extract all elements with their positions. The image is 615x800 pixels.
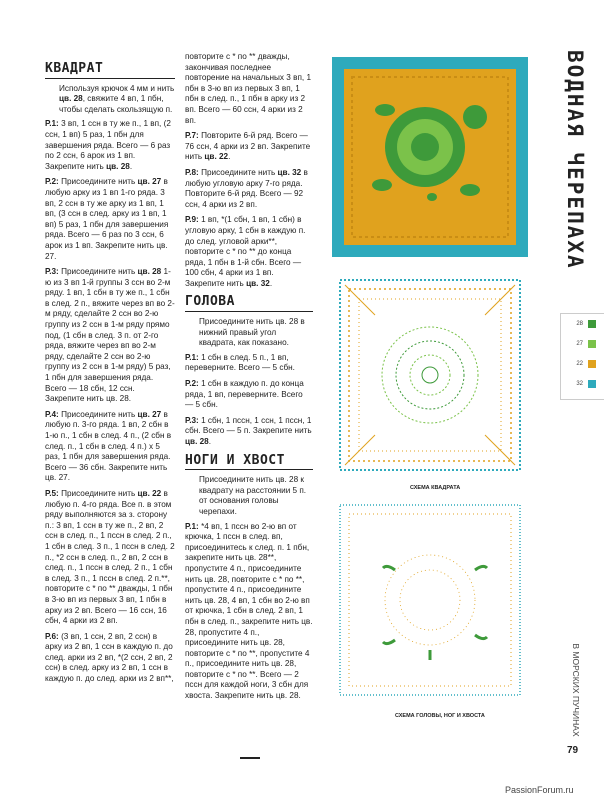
legend-item: 32: [561, 374, 604, 394]
row-9: Р.9: 1 вп, *(1 сбн, 1 вп, 1 сбн) в угловую арку, 1 сбн в каждую п. до след. угловой арки**, повторите с * по ** до конца ряда, 1 пбн в 1-й сбн. Всего — 100 сбн, 4 арки из 1 вп. Закрепите нить цв. 32.: [185, 215, 306, 288]
color-swatch: [588, 340, 596, 348]
row-6: Р.6: (3 вп, 1 ссн, 2 вп, 2 ссн) в арку из 2 вп, 1 ссн в каждую п. до след. арки из 2 вп, *(2 ссн, 2 вп, 2 ссн) в след. арку из 2 вп, 1 ссн в каждую п. до след. арки из 2 вп**,: [45, 631, 174, 684]
head-row-1: Р.1: 1 сбн в след. 5 п., 1 вп, переверните. Всего — 5 сбн.: [185, 352, 295, 373]
row-4: Р.4: Присоедините нить цв. 27 в любую п. 3-го ряда. 1 вп, 2 сбн в 1-ю п., 1 сбн в след. 4 п., (2 сбн в след. п., 1 сбн в след. 4 п.) х 5 раз, 1 пбн для завершения ряда. Всего — 36 сбн. Закрепите нить цв. 27.: [45, 409, 172, 483]
square-diagram-caption: СХЕМА КВАДРАТА: [410, 485, 461, 491]
row-3: Р.3: Присоедините нить цв. 28 1-ю из 3 вп 1-й группы 3 ссн во 2-м ряду. 1 вп, 1 сбн в ту же п., 1 сбн в след. 2 п., вяжите через вп во 2-м ряду, сделайте 2 ссн во 2-ю группу из 2 ссн в 1-м ряду прямо под, (1 сбн в след. 3 п. от 2-го ряда, вяжите через вп во 2-м ряду, сделайте 2 ссн во 2-ю группу из 2 ссн в 1-м ряду) 5 раз, 1 пбн для завершения ряда. Всего — 18 сбн, 12 ссн. Закрепите нить цв. 28.: [45, 267, 175, 404]
head-row-3: Р.3: 1 сбн, 1 пссн, 1 ссн, 1 пссн, 1 сбн. Всего — 5 п. Закрепите нить цв. 28.: [185, 415, 312, 446]
legend-item: 28: [561, 314, 604, 334]
divider: [240, 757, 260, 759]
column-middle: [185, 52, 313, 707]
legend-item: 22: [561, 354, 604, 374]
row-8: Р.8: Присоедините нить цв. 32 в любую угловую арку 7-го ряда. Повторите 6-й ряд. Всего — 92 ссн, 4 арки из 2 вп.: [185, 167, 308, 209]
row-5: Р.5: Присоедините нить цв. 22 в любую п. 4-го ряда. Все п. в этом ряду выполняются за з. сторону п.: 3 вп, 1 ссн в ту же п., 2 вп, 2 ссн в след. п., 1 пссн в след. 2 п., 1 сбн в след. 3 п., 1 пссн в след. 2 п., *2 ссн в след. п., 2 вп, 2 ссн в след. п., 1 пссн в след. 2 п., 1 сбн в след. 3 п., 1 пссн в след. 2 п.**, повторите с * по ** дважды, 1 пбн в 3-ю вп из первых 3 вп, 1 пбн в арку из 2 вп. Всего — 16 ссн, 16 сбн, 4 арки из 2 вп.: [45, 488, 175, 626]
row-1: Р.1: 3 вп, 1 ссн в ту же п., 1 вп, (2 ссн, 1 вп) 5 раз, 1 пбн для завершения ряда. Всего — 6 раз по 2 ссн, 6 арок из 1 вп. Закрепите нить цв. 28.: [45, 119, 171, 171]
section-title-head: ГОЛОВА: [185, 297, 313, 312]
row-6-continued: повторите с * по ** дважды, закончивая последнее повторение на начальных 3 вп, 1 пбн в 3-ю вп из первых 3 вп, 1 пбн в след. п., 1 пбн в арку из 2 вп. Всего — 60 ссн, 4 арки из 2 вп.: [185, 52, 311, 125]
turtle-square-photo: [330, 55, 530, 260]
yarn-color-legend: [560, 313, 604, 400]
row-7: Р.7: Повторите 6-й ряд. Всего — 76 ссн, 4 арки из 2 вп. Закрепите нить цв. 22.: [185, 131, 311, 162]
color-swatch: [588, 320, 596, 328]
head-legs-diagram-caption: СХЕМА ГОЛОВЫ, НОГ И ХВОСТА: [395, 713, 485, 719]
page-number: 79: [567, 745, 579, 756]
section-title-square: КВАДРАТ: [45, 64, 175, 79]
page-title: ВОДНАЯ ЧЕРЕПАХА: [563, 50, 587, 270]
head-row-2: Р.2: 1 сбн в каждую п. до конца ряда, 1 вп, переверните. Всего — 5 сбн.: [185, 379, 304, 410]
square-diagram: [335, 275, 525, 475]
section-title-legs: НОГИ И ХВОСТ: [185, 456, 313, 471]
legs-row-1: Р.1: *4 вп, 1 пссн во 2-ю вп от крючка, 1 пссн в след. вп, присоединитесь к след. п. 1 пбн, закрепите нить цв. 28**, пропустите 4 п., присоедините нить цв. 28, повторите с * по **, пропустите 4 п., присоедините нить цв. 28, 4 вп, 1 сбн во 2-ю вп от крючка, 1 сбн в след. 2 вп, 1 пбн в след. п., закрепите нить цв. 28, пропустите 4 п., присоедините нить цв. 28, повторите с * по **, пропустите 4 п., присоедините нить цв. 28, повторите с * по **. Всего — 2 пссн для каждой ноги, 3 сбн для хвоста. Закрепите нить цв. 28.: [185, 521, 313, 701]
square-intro: Используя крючок 4 мм и нить цв. 28, свяжите 4 вп, 1 пбн, чтобы сделать скользящую п.: [59, 83, 175, 114]
row-2: Р.2: Присоедините нить цв. 27 в любую арку из 1 вп 1-го ряда. 3 вп, 2 ссн в ту же арку из 1 вп, 1 вп, (3 ссн в след. арку из 1 вп, 1 вп) 5 раз, 1 пбн для завершения ряда. Всего — 6 раз по 3 ссн, 6 арок из 1 вп. Закрепите нить цв. 27.: [45, 177, 169, 261]
head-intro: Присоедините нить цв. 28 в нижний правый угол квадрата, как показано.: [199, 317, 305, 348]
legs-intro: Присоедините нить цв. 28 к квадрату на расстоянии 5 п. от основания головы черепахи.: [199, 475, 307, 516]
head-legs-diagram: [335, 500, 525, 700]
legend-item: 27: [561, 334, 604, 354]
watermark: PassionForum.ru: [505, 785, 574, 795]
color-swatch: [588, 380, 596, 388]
column-left: [45, 56, 175, 690]
section-tag: В МОРСКИХ ПУЧИНАХ: [571, 643, 581, 737]
color-swatch: [588, 360, 596, 368]
